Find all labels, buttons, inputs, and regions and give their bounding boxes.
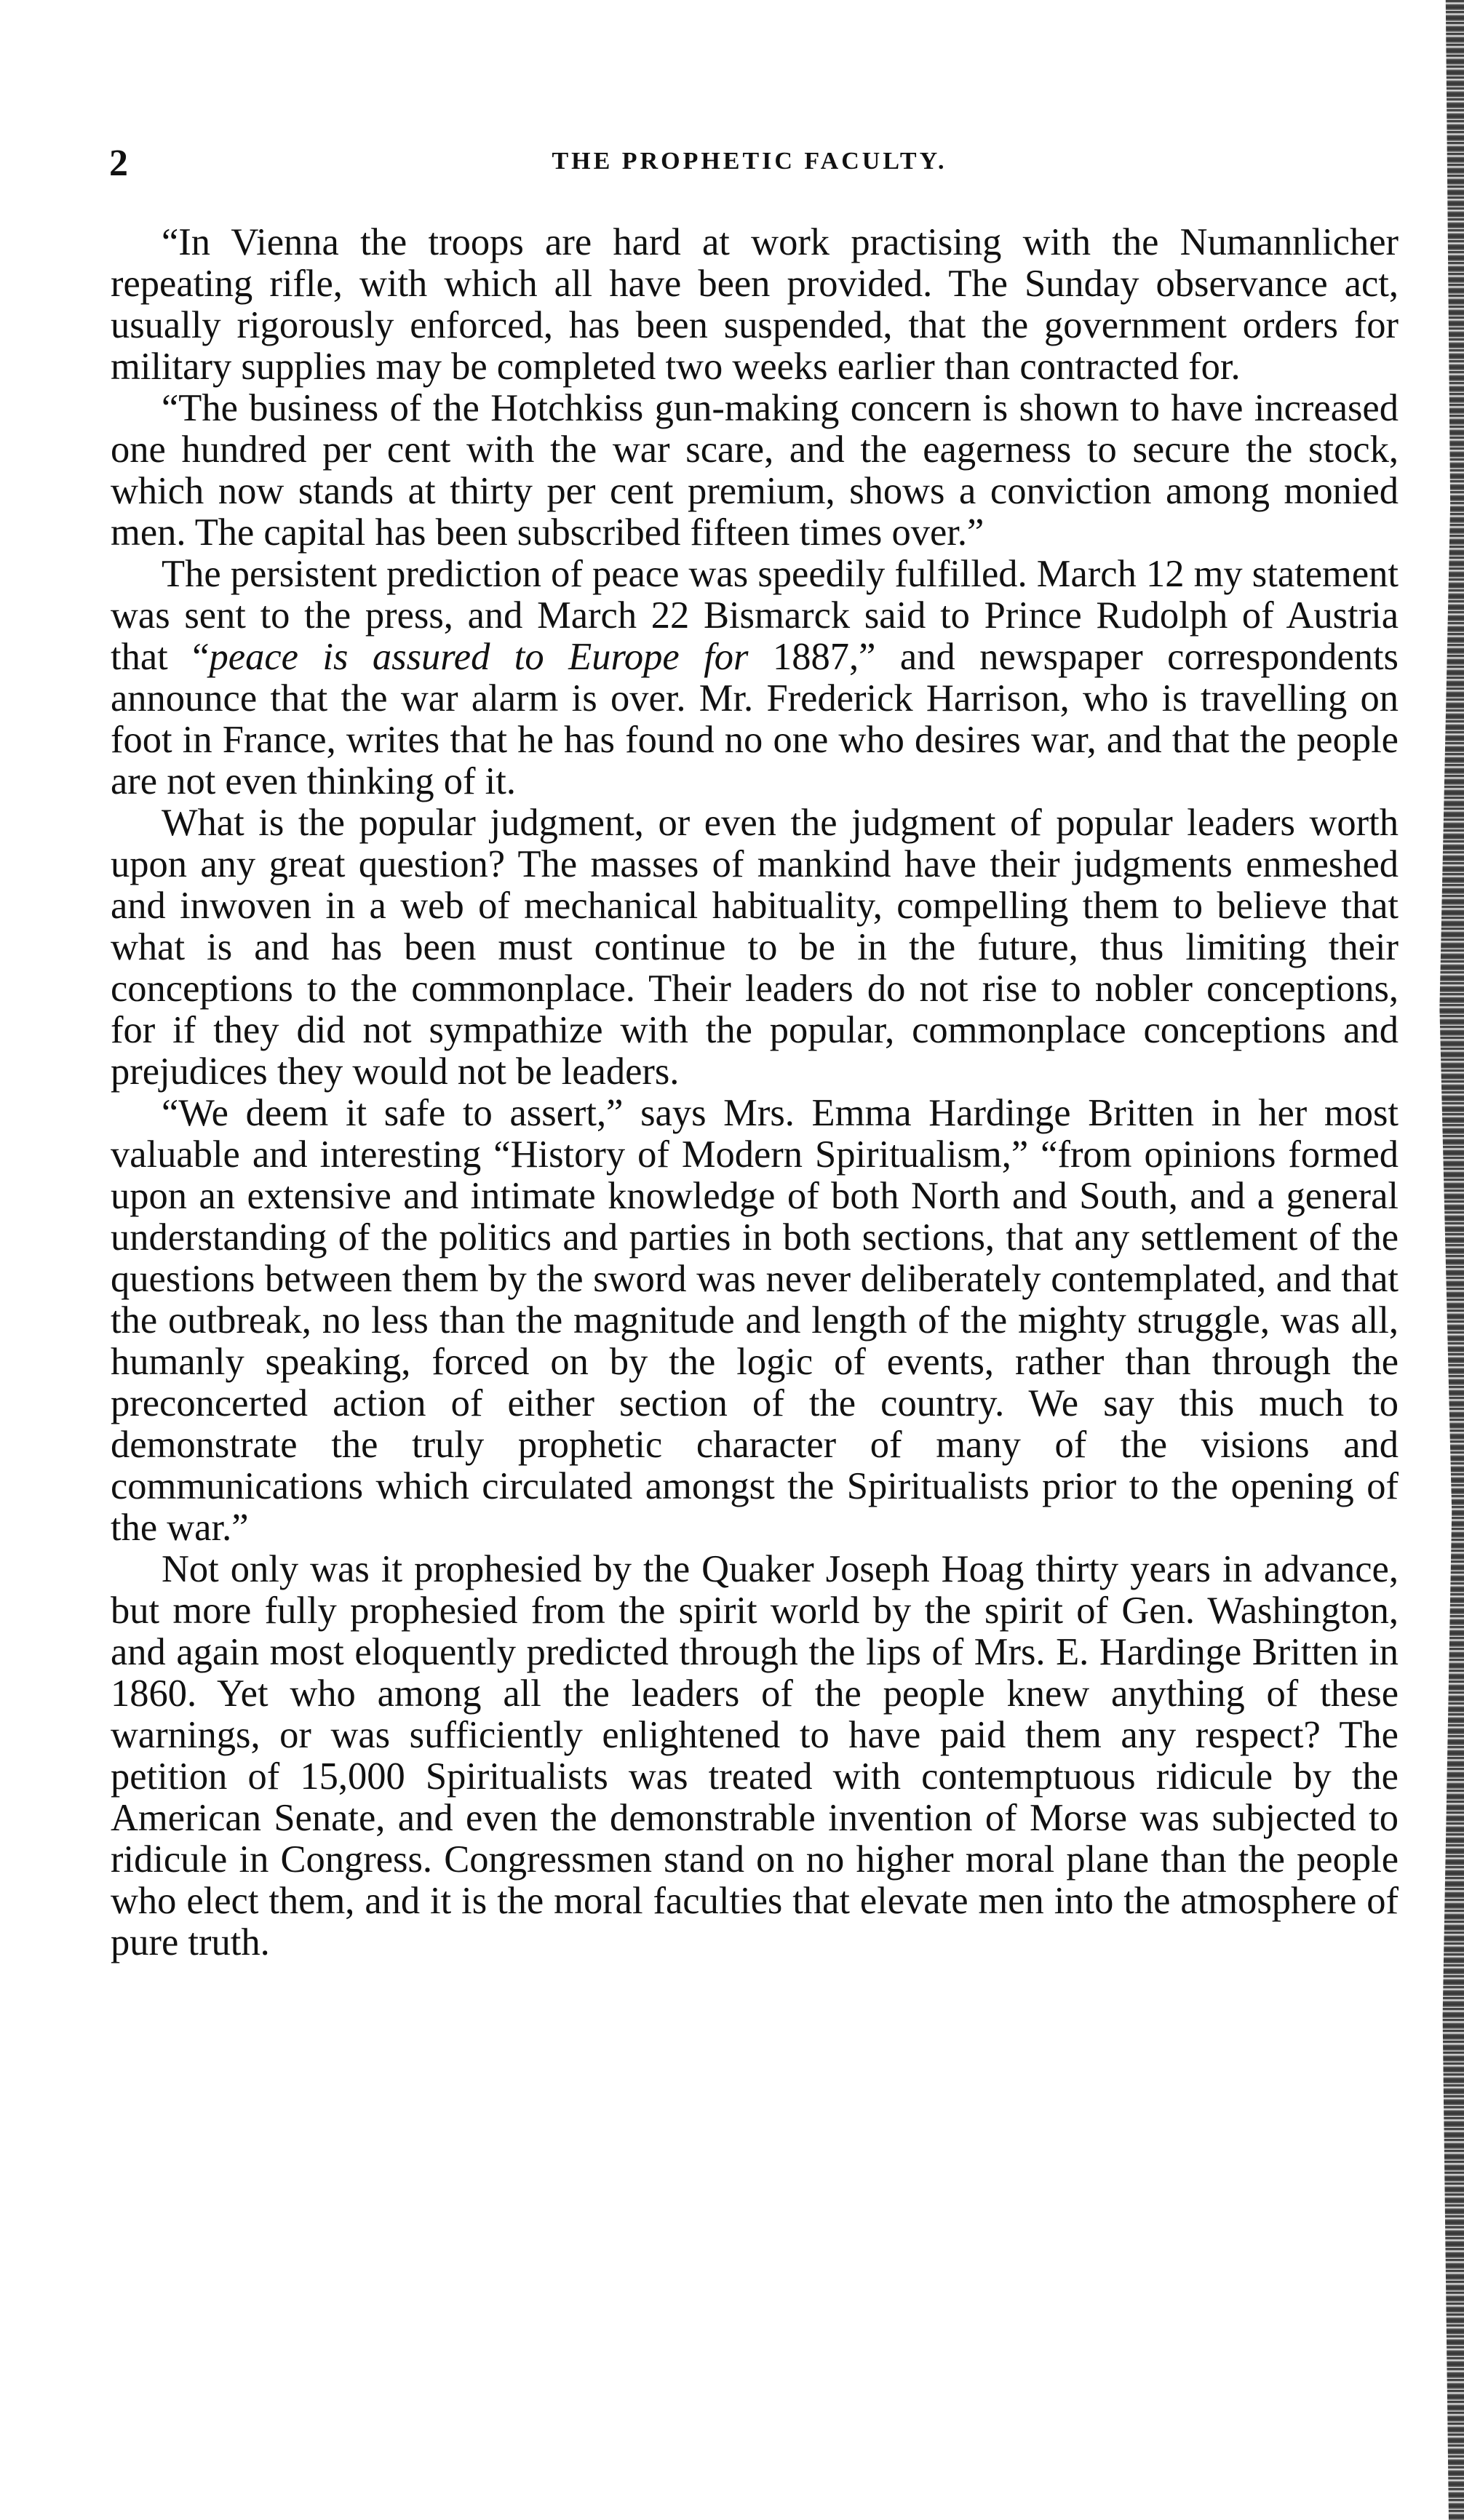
paragraph-britten-quote: “We deem it safe to assert,” says Mrs. Emma Hardinge Britten in her most valuable and interesting “History of Modern Spiritualism,” “from opinions formed upon an extensive and intimate knowledge of both North and South, and a general understanding of the politics and parties in both sections, that any settlement of the questions between them by the sword was never deliberately contemplated, and that the outbreak, no less than the magnitude and length of the mighty struggle, was all, humanly speaking, forced on by the logic of events, rather than through the preconcerted action of either section of the country. We say this much to demonstrate the truly prophetic character of many of the visions and communications which circulated amongst the Spiritualists prior to the opening of the war.” — [111, 1092, 1399, 1549]
paragraph-vienna-troops: “In Vienna the troops are hard at work practising with the Numannlicher repeating rifle, with which all have been provided. The Sunday observance act, usually rigorously enforced, has been suspended, that the government orders for military supplies may be completed two weeks earlier than contracted for. — [111, 221, 1399, 388]
page-header — [109, 142, 1390, 186]
paragraph-prediction-italic-quote: peace is assured to Europe for — [209, 636, 749, 678]
paragraph-prediction-before: The persistent prediction of peace was speedily fulfilled. March 12 my statement was sent to the press, and March 22 Bismarck said to Prince Rudolph of Austria that “ — [111, 553, 1399, 678]
paragraph-popular-judgment: What is the popular judgment, or even the judgment of popular leaders worth upon any great question? The masses of mankind have their judgments enmeshed and inwoven in a web of mechanical habituality, compelling them to believe that what is and has been must continue to be in the future, thus limiting their conceptions to the commonplace. Their leaders do not rise to nobler conceptions, for if they did not sympathize with the popular, commonplace conceptions and prejudices they would not be leaders. — [111, 802, 1399, 1093]
paragraph-hotchkiss: “The business of the Hotchkiss gun-making concern is shown to have increased one hundred per cent with the war scare, and the eagerness to secure the stock, which now stands at thirty per cent premium, shows a conviction among monied men. The capital has been subscribed fifteen times over.” — [111, 387, 1399, 554]
running-title: THE PROPHETIC FACULTY. — [552, 148, 947, 175]
scanned-binding-edge — [1433, 0, 1464, 2520]
paragraph-prediction-of-peace — [111, 554, 1399, 802]
paragraph-prophesied: Not only was it prophesied by the Quaker Joseph Hoag thirty years in advance, but more fully prophesied from the spirit world by the spirit of Gen. Washington, and again most eloquently predicted through the lips of Mrs. E. Hardinge Britten in 1860. Yet who among all the leaders of the people knew anything of these warnings, or was sufficiently enlightened to have paid them any respect? The petition of 15,000 Spiritualists was treated with contemptuous ridicule by the American Senate, and even the demonstrable invention of Morse was subjected to ridicule in Congress. Congressmen stand on no higher moral plane than the people who elect them, and it is the moral faculties that elevate men into the atmosphere of pure truth. — [111, 1548, 1399, 1963]
paragraph-prediction-after: 1887,” and newspaper correspondents announce that the war alarm is over. Mr. Frederick Harrison, who is travelling on foot in France, writes that he has found no one who desires war, and that the people are not even thinking of it. — [111, 636, 1399, 802]
page-number: 2 — [109, 143, 128, 184]
body-text — [111, 222, 1399, 1963]
